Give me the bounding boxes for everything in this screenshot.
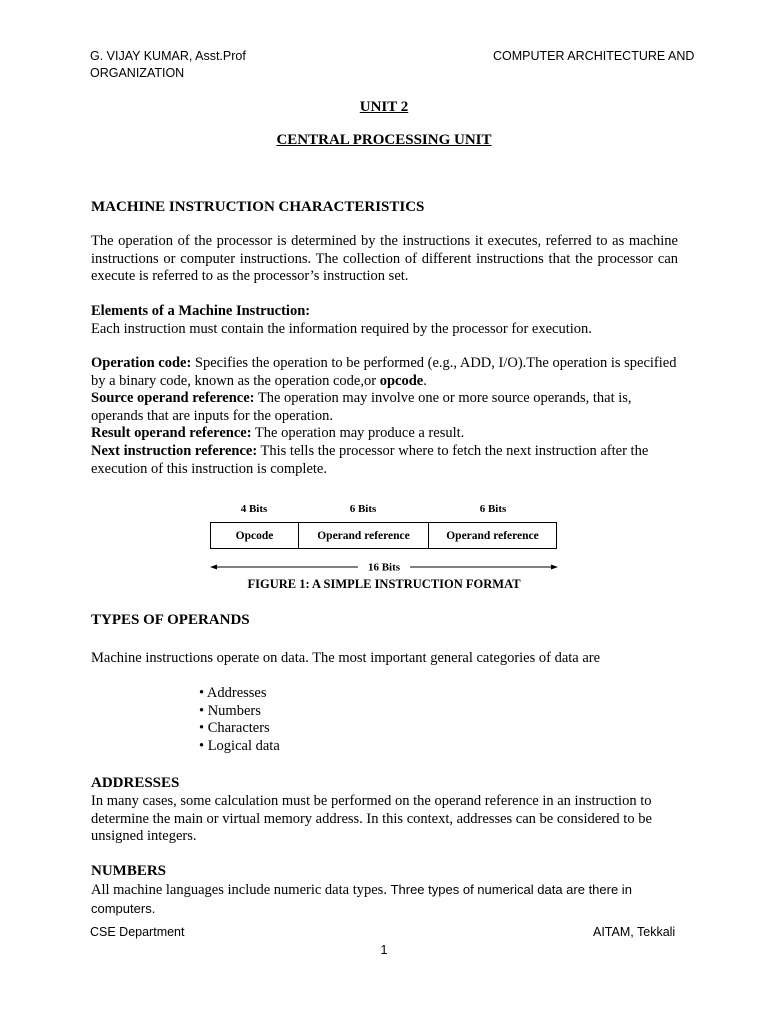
figure-length-arrow	[210, 560, 558, 574]
elements-heading: Elements of a Machine Instruction:	[91, 303, 311, 319]
header-course: COMPUTER ARCHITECTURE AND	[493, 49, 695, 63]
next-label: Next instruction reference:	[91, 442, 258, 459]
paragraph-types-intro: Machine instructions operate on data. The most important general categories of data are	[91, 650, 601, 666]
paragraph-intro: The operation of the processor is determined by the instructions it executes, referred to as machine instructions or computer instructions. The collection of different instructions that the processor can execute is referred to as the processor’s instruction set.	[91, 233, 678, 285]
opcode-item	[91, 355, 678, 390]
source-item	[91, 390, 678, 425]
footer-institution: AITAM, Tekkali	[593, 925, 676, 939]
list-item: • Numbers	[199, 702, 261, 719]
list-item: • Addresses	[199, 685, 267, 701]
section-heading-types-of-operands: TYPES OF OPERANDS	[91, 612, 250, 628]
elements-block	[91, 303, 678, 338]
opcode-end: .	[423, 372, 427, 389]
page-number: 1	[380, 943, 388, 957]
next-item	[91, 443, 678, 478]
figure-caption: FIGURE 1: A SIMPLE INSTRUCTION FORMAT	[247, 577, 521, 591]
section-heading-machine-instruction: MACHINE INSTRUCTION CHARACTERISTICS	[91, 199, 425, 215]
result-item	[91, 425, 678, 443]
result-label: Result operand reference:	[91, 425, 252, 442]
footer-department: CSE Department	[90, 925, 185, 939]
list-item: • Logical data	[199, 737, 280, 754]
numbers-text-sans: Three types of numerical data are there in computers.	[91, 882, 632, 916]
source-label: Source operand reference:	[91, 390, 255, 407]
section-heading-addresses: ADDRESSES	[91, 775, 180, 791]
data-categories-list	[199, 685, 280, 755]
opcode-text: Specifies the operation to be performed (e.g., ADD, I/O).The operation is specified by a binary code, known as the operation code,or	[91, 355, 677, 389]
list-item: • Characters	[199, 720, 270, 737]
opcode-label: Operation code:	[91, 355, 192, 371]
figure-field-bits: 6 Bits	[479, 503, 507, 515]
figure-field-opcode: Opcode	[235, 529, 274, 542]
opcode-word: opcode	[379, 372, 424, 389]
unit-title: UNIT 2	[359, 99, 409, 115]
figure-field-operand: Operand reference	[428, 523, 556, 548]
result-text: The operation may produce a result.	[251, 425, 465, 442]
elements-list	[91, 355, 678, 478]
header-course-continued: ORGANIZATION	[90, 66, 185, 80]
figure-format-box	[210, 522, 557, 549]
figure-field-bits: 4 Bits	[240, 503, 268, 515]
paragraph-numbers	[91, 881, 678, 918]
source-text: The operation may involve one or more source operands, that is, operands that are inputs for the operation.	[91, 390, 632, 424]
elements-text: Each instruction must contain the information required by the processor for execution.	[91, 320, 592, 337]
paragraph-addresses: In many cases, some calculation must be performed on the operand reference in an instruction to determine the main or virtual memory address. In this context, addresses can be considered to be unsigned integers.	[91, 793, 652, 845]
chapter-title: CENTRAL PROCESSING UNIT	[276, 132, 492, 148]
figure-field-operand: Operand reference	[298, 523, 428, 548]
section-heading-numbers: NUMBERS	[91, 863, 167, 879]
next-text: This tells the processor where to fetch the next instruction after the execution of this instruction is complete.	[91, 442, 649, 477]
figure-field-bits: 6 Bits	[349, 503, 377, 515]
figure-total-bits: 16 Bits	[367, 561, 401, 574]
numbers-text-serif: All machine languages include numeric data types.	[91, 882, 391, 898]
header-author: G. VIJAY KUMAR, Asst.Prof	[90, 49, 246, 63]
